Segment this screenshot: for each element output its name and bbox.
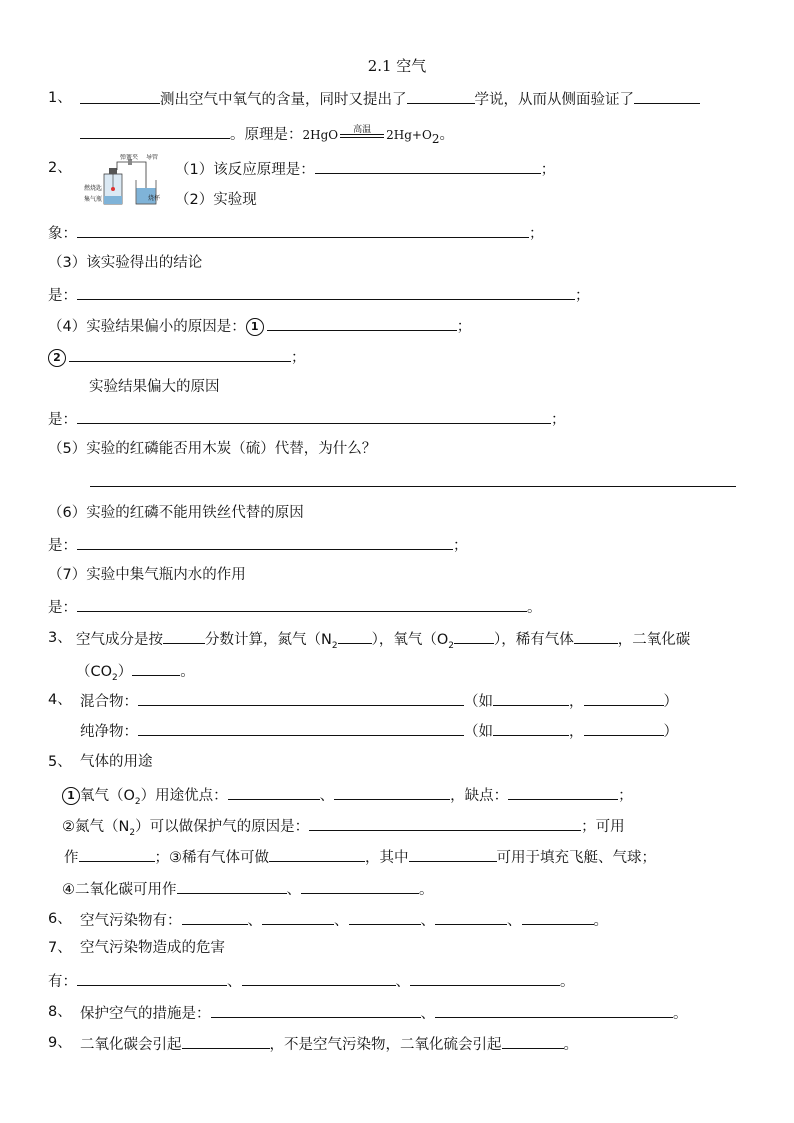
q5-sub-n: 2 (129, 827, 136, 838)
q8-dun: 、 (420, 1006, 435, 1022)
page-title: 2.1 空气 (367, 57, 427, 75)
q1-line2 (80, 123, 454, 149)
q5-co2 (62, 878, 434, 900)
q2-part7-end: 。 (527, 600, 542, 616)
q2-part6-answer (48, 534, 468, 556)
q9-blank-2[interactable] (502, 1033, 564, 1049)
q1-blank-1[interactable] (80, 88, 160, 104)
q3-text-2: 分数计算，氮气（N (205, 632, 332, 648)
q2-part3-prefix: 是： (48, 288, 77, 304)
q5-blank-9[interactable] (301, 878, 419, 894)
q2-part2-end: ； (529, 226, 544, 242)
q2-part4-large: 实验结果偏大的原因 (89, 379, 220, 395)
q7-dun-1: 、 (227, 974, 242, 990)
q5-dun-2: 、 (286, 882, 301, 898)
q2-part4-large-answer (48, 408, 566, 430)
q5-co2-end: 。 (419, 882, 434, 898)
q1-eq-arrow (338, 127, 386, 143)
q5-noble-1: ；③稀有气体可做 (154, 850, 269, 866)
q2-blank-7[interactable] (90, 486, 736, 487)
q4-close-2: ） (663, 724, 678, 740)
q4-pure-label: 纯净物： (80, 724, 138, 740)
q1-blank-2[interactable] (407, 88, 475, 104)
q1-eq-left: 2HgO (302, 128, 339, 142)
q5-blank-7[interactable] (409, 846, 497, 862)
q4-mixture-label: 混合物： (80, 694, 138, 710)
circled-two-icon: 2 (48, 349, 66, 367)
q3-sub-co: 2 (112, 672, 118, 683)
q2-part7: （7）实验中集气瓶内水的作用 (48, 567, 246, 583)
q6-text: 空气污染物有： (80, 913, 182, 929)
q7-blank-1[interactable] (77, 970, 227, 986)
q3-sub-o: 2 (448, 640, 454, 651)
q3-blank-1[interactable] (163, 628, 205, 644)
q5-noble (64, 846, 656, 868)
q6-blank-3[interactable] (349, 909, 421, 925)
q2-blank-2[interactable] (77, 222, 529, 238)
q6-dun-3: 、 (420, 913, 435, 929)
q9-end: 。 (563, 1037, 578, 1053)
q2-part3-answer (48, 284, 590, 306)
q2-blank-9[interactable] (77, 596, 527, 612)
q3-number: 3、 (48, 630, 72, 646)
q7-end: 。 (560, 974, 575, 990)
q5-noble-3: 可用于填充飞艇、气球； (496, 850, 656, 866)
q2-part5: （5）实验的红磷能否用木炭（硫）代替，为什么？ (48, 441, 377, 457)
q2-part4-label: （4）实验结果偏小的原因是： (48, 319, 246, 335)
q8-blank-1[interactable] (211, 1002, 421, 1018)
q2-part3: （3）该实验得出的结论 (48, 255, 203, 271)
q9-text-2: ，不是空气污染物，二氧化硫会引起 (269, 1037, 502, 1053)
q4-comma-1: ， (569, 694, 584, 710)
q6-end: 。 (593, 913, 608, 929)
q3-blank-5[interactable] (132, 660, 180, 676)
q3-line2 (76, 660, 195, 688)
q1-text-3: 。原理是： (230, 127, 303, 143)
q5-noble-2: ，其中 (365, 850, 409, 866)
q3-end: 。 (180, 664, 195, 680)
q5-oxygen (62, 784, 633, 812)
q3-blank-2[interactable] (338, 628, 372, 644)
q4-blank-5[interactable] (493, 720, 569, 736)
q2-part6-end: ； (453, 538, 468, 554)
q5-blank-4[interactable] (309, 815, 581, 831)
q5-nitrogen-4: 作 (64, 850, 79, 866)
q4-number: 4、 (48, 692, 72, 708)
q5-oxygen-1: 氧气（O (80, 788, 135, 804)
q1-eq-right: 2Hg+O (386, 128, 432, 142)
red-phosphorus (111, 187, 115, 191)
q3-text-7: ） (117, 664, 133, 680)
q1-text-1: 测出空气中氧气的含量，同时又提出了 (160, 92, 407, 108)
q2-part6: （6）实验的红磷不能用铁丝代替的原因 (48, 505, 304, 521)
q9-number: 9、 (48, 1035, 72, 1051)
q4-close-1: ） (663, 694, 678, 710)
q3-text-6: （CO (76, 664, 113, 680)
q2-part4-large-end: ； (551, 412, 566, 428)
q1-eq-sub: 2 (431, 131, 440, 146)
q1-eq-end: 。 (439, 127, 454, 143)
q4-blank-4[interactable] (138, 720, 464, 736)
q4-comma-2: ， (569, 724, 584, 740)
q1-number: 1、 (48, 90, 72, 106)
label-spoon: 燃烧匙 (84, 185, 103, 192)
q4-ru-2: （如 (464, 724, 493, 740)
q3-blank-4[interactable] (574, 628, 618, 644)
q5-heading: 气体的用途 (80, 754, 153, 770)
q1-eq-condition: 高温 (353, 125, 372, 135)
q7-number: 7、 (48, 940, 72, 956)
q6-blank-5[interactable] (522, 909, 594, 925)
q7-text: 空气污染物造成的危害 (80, 940, 225, 956)
q2-part3-end: ； (575, 288, 590, 304)
circled-one-icon-2: 1 (62, 787, 80, 805)
q5-nitrogen (62, 815, 625, 843)
q2-blank-5[interactable] (69, 346, 291, 362)
q8-blank-2[interactable] (435, 1002, 673, 1018)
q2-part2: （2）实验现 (175, 192, 257, 208)
label-bottle: 集气瓶 (84, 196, 103, 203)
q3-sub-n: 2 (331, 640, 338, 651)
q5-oxygen-2: ）用途优点： (140, 788, 228, 804)
q5-blank-2[interactable] (334, 784, 450, 800)
q3-blank-3[interactable] (454, 628, 494, 644)
q2-part7-prefix: 是： (48, 600, 77, 616)
q1-text-2: 学说，从而从侧面验证了 (474, 92, 634, 108)
q7-answer (48, 970, 575, 992)
q2-blank-3[interactable] (77, 284, 575, 300)
q2-part1-end: ； (540, 162, 556, 178)
q1-blank-4[interactable] (80, 123, 230, 139)
apparatus-figure (84, 154, 162, 212)
q5-nitrogen-2: ）可以做保护气的原因是： (135, 819, 310, 835)
q3-line1 (76, 628, 690, 656)
q2-part6-prefix: 是： (48, 538, 77, 554)
q6-dun-2: 、 (334, 913, 349, 929)
circled-one-icon: 1 (246, 318, 264, 336)
q4-blank-1[interactable] (138, 690, 464, 706)
q4-blank-3[interactable] (584, 690, 664, 706)
q4-blank-2[interactable] (493, 690, 569, 706)
q6-number: 6、 (48, 911, 72, 927)
q5-nitrogen-3: ；可用 (581, 819, 625, 835)
q8-line (80, 1002, 688, 1024)
q7-dun-2: 、 (395, 974, 410, 990)
q5-co2-1: ④二氧化碳可用作 (62, 882, 177, 898)
q5-blank-3[interactable] (508, 784, 618, 800)
q7-prefix: 有： (48, 974, 77, 990)
label-clamp: 弹簧夹 (120, 154, 139, 161)
stopper (109, 168, 117, 174)
q6-dun-1: 、 (247, 913, 262, 929)
q1-line1 (80, 88, 700, 110)
q2-blank-6[interactable] (77, 408, 551, 424)
q3-text-3: ），氧气（O (371, 632, 449, 648)
q2-blank-4[interactable] (267, 315, 457, 331)
q2-blank-1[interactable] (315, 158, 541, 174)
q5-number: 5、 (48, 754, 72, 770)
q3-text-4: ），稀有气体 (494, 632, 574, 648)
q5-dun-1: 、 (319, 788, 335, 804)
q6-blank-4[interactable] (435, 909, 507, 925)
q2-part1 (175, 158, 555, 180)
q9-line (80, 1033, 578, 1055)
q6-line (80, 909, 608, 931)
q5-blank-6[interactable] (269, 846, 365, 862)
q4-pure (80, 720, 678, 742)
q1-blank-3[interactable] (634, 88, 700, 104)
bottle-water (104, 196, 122, 204)
q2-part4 (48, 315, 471, 337)
q8-number: 8、 (48, 1004, 72, 1020)
q5-blank-1[interactable] (228, 784, 320, 800)
q2-part4-second (48, 346, 306, 368)
label-tube: 导管 (146, 154, 159, 161)
q9-blank-1[interactable] (182, 1033, 270, 1049)
q6-blank-1[interactable] (182, 909, 248, 925)
q4-ru-1: （如 (464, 694, 493, 710)
q5-nitrogen-1: ②氮气（N (62, 819, 130, 835)
q8-end: 。 (673, 1006, 688, 1022)
q8-text: 保护空气的措施是： (80, 1006, 211, 1022)
q5-oxygen-3: ，缺点： (450, 788, 509, 804)
q5-blank-8[interactable] (177, 878, 287, 894)
label-beaker: 烧杯 (148, 195, 161, 202)
q2-part2-prefix: 象： (48, 226, 77, 242)
q2-part7-answer (48, 596, 542, 618)
q3-text-5: ，二氧化碳 (617, 632, 691, 648)
q7-blank-2[interactable] (242, 970, 396, 986)
q3-text-1: 空气成分是按 (76, 632, 163, 648)
q5-sub-o: 2 (134, 796, 141, 807)
q4-mixture (80, 690, 678, 712)
q5-blank-5[interactable] (79, 846, 155, 862)
q9-text-1: 二氧化碳会引起 (80, 1037, 182, 1053)
q4-blank-6[interactable] (584, 720, 664, 736)
q5-oxygen-end: ； (618, 788, 633, 804)
q2-part4-large-prefix: 是： (48, 412, 77, 428)
q2-part2-answer (48, 222, 544, 244)
q2-blank-8[interactable] (77, 534, 453, 550)
q2-part4-end2: ； (291, 350, 306, 366)
q6-dun-4: 、 (507, 913, 522, 929)
q6-blank-2[interactable] (262, 909, 334, 925)
q2-part1-label: （1）该反应原理是： (175, 162, 315, 178)
q2-part4-end1: ； (456, 319, 472, 335)
q7-blank-3[interactable] (410, 970, 560, 986)
q2-number: 2、 (48, 160, 72, 176)
